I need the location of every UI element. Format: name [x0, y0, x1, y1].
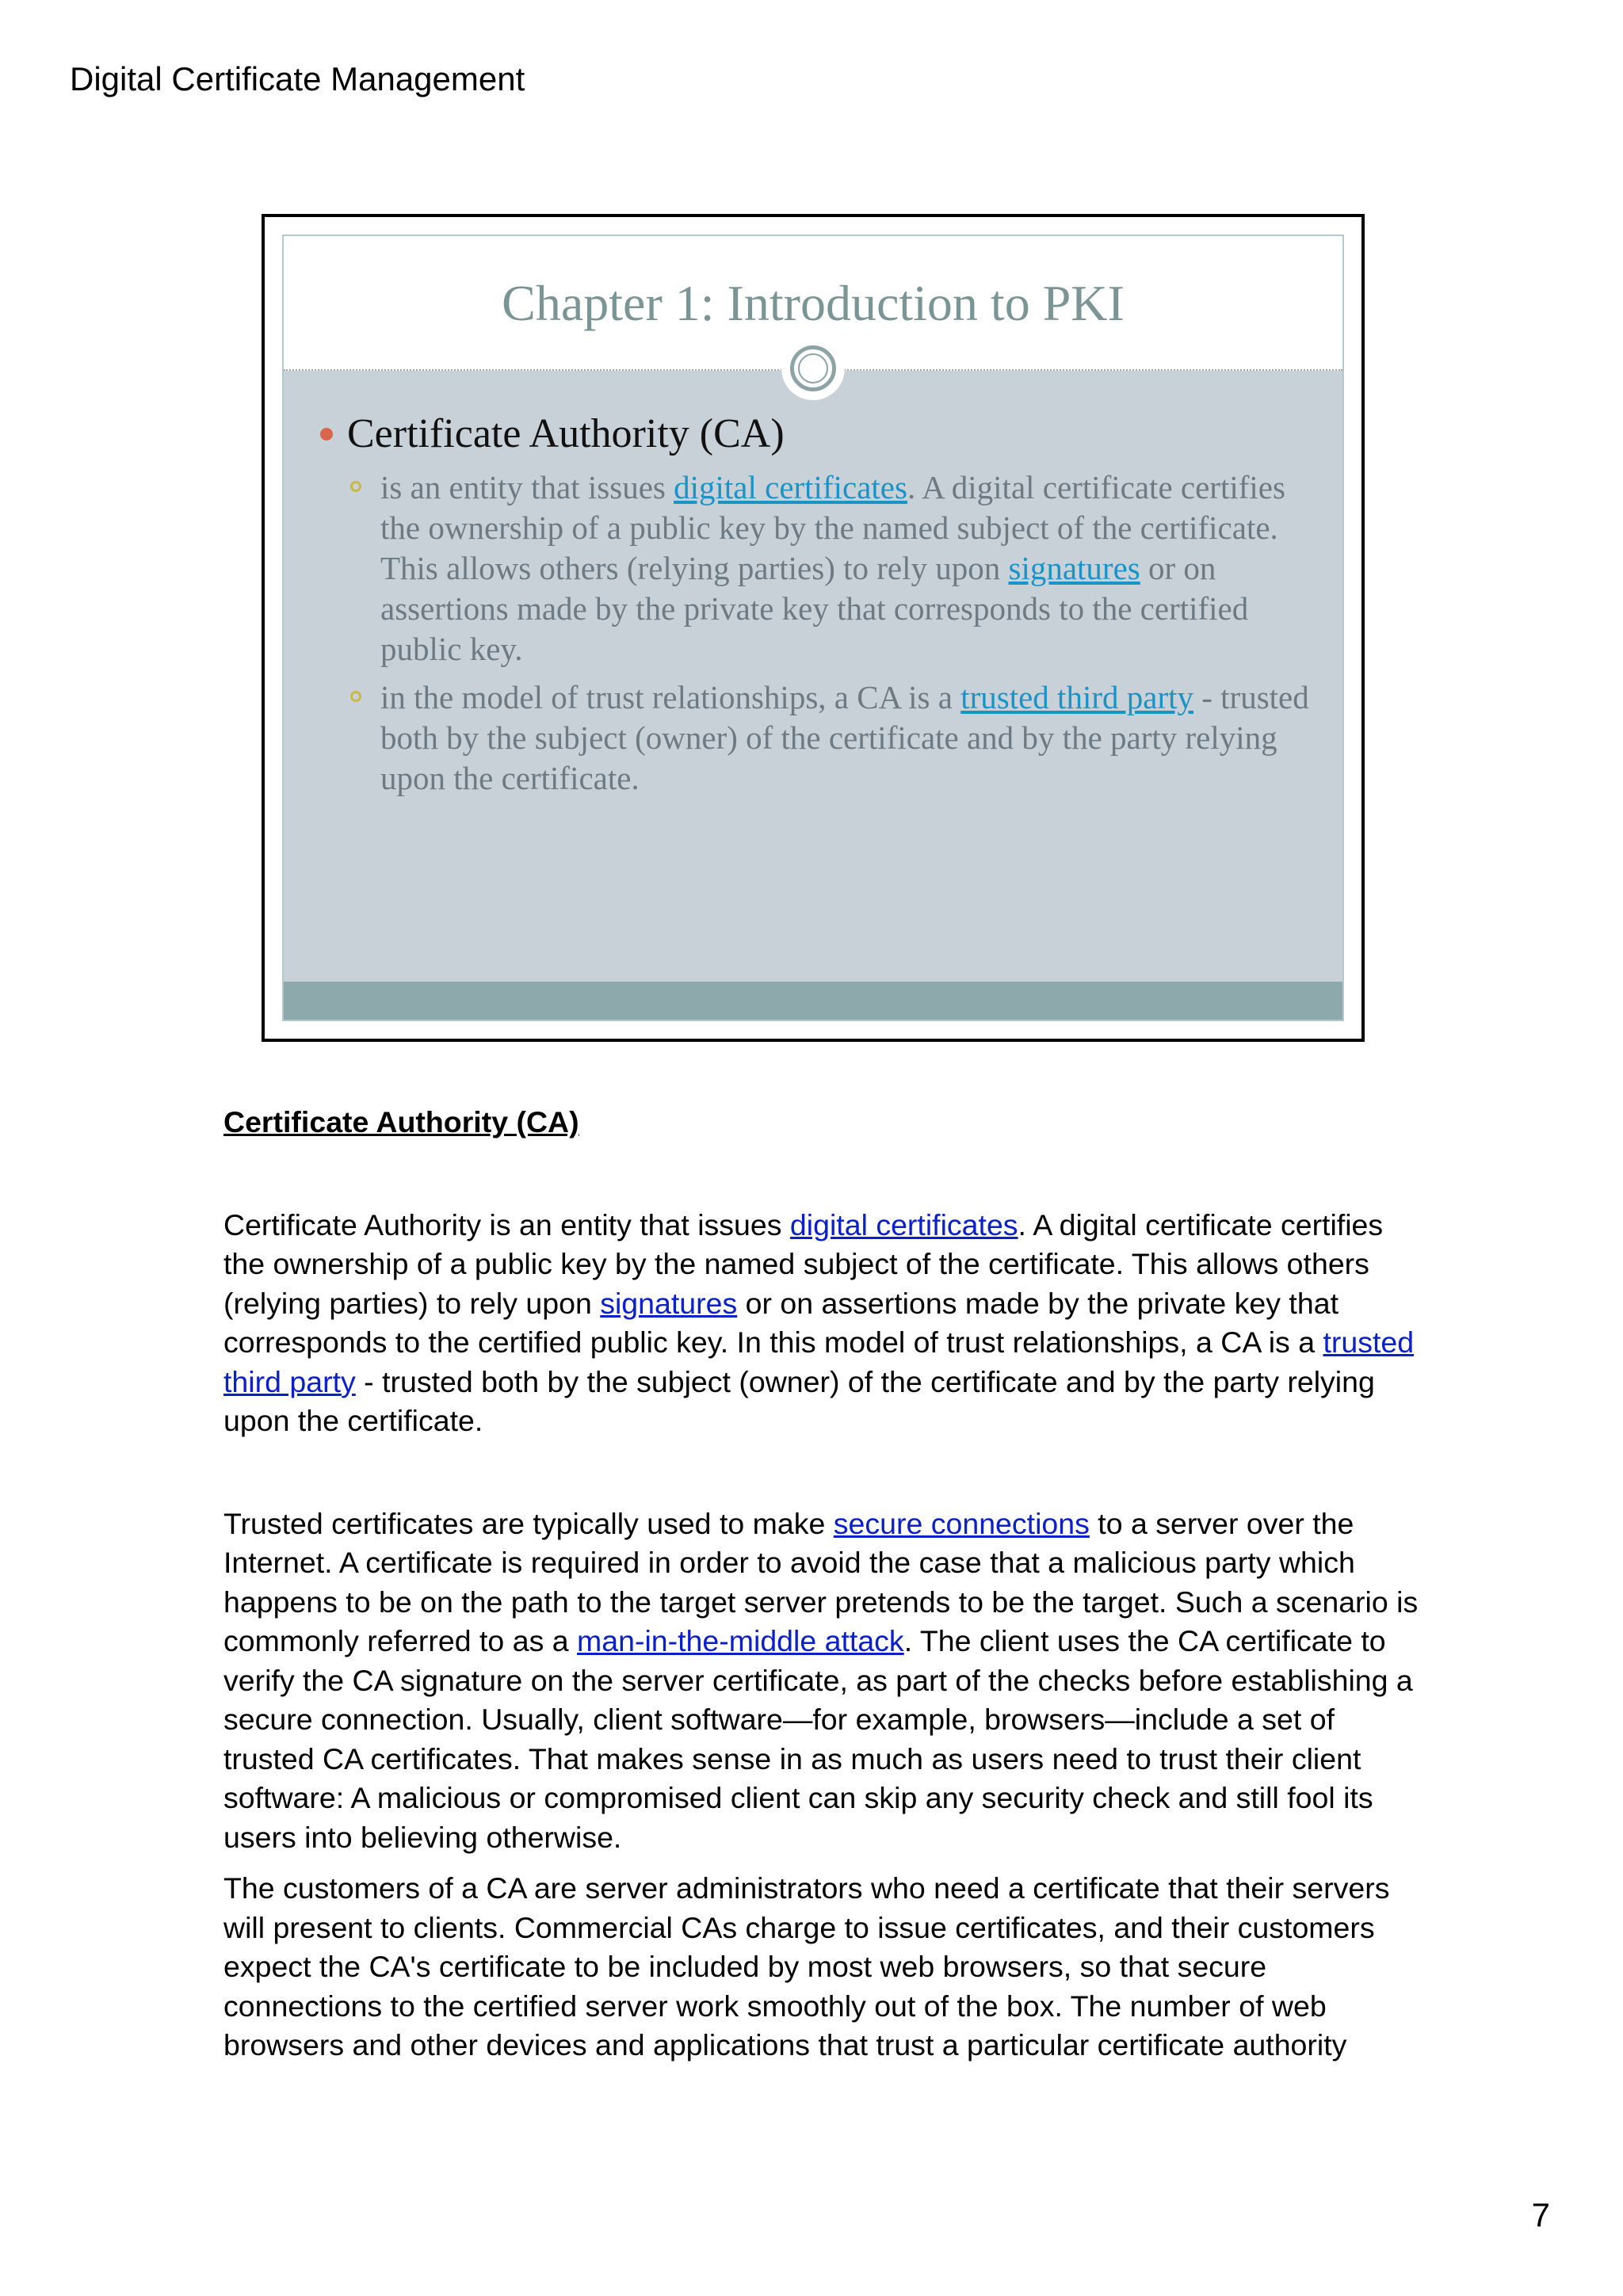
paragraph-ca-customers: The customers of a CA are server administrators who need a certificate that their servers will present to clients. Commercial CAs charge to issue certificates, and their customers expect the CA's certificate to be included by most web browsers, so that secure connections to the certified server work smoothly out of the box. The number of web browsers and other devices and applications that trust a particular certificate authority — [223, 1871, 1390, 2061]
slide-footer-bar — [284, 982, 1342, 1020]
page-number: 7 — [1531, 2196, 1550, 2233]
slide-link-digital-certificates[interactable]: digital certificates — [674, 469, 907, 505]
slide-bullet-heading-text: Certificate Authority (CA) — [347, 411, 785, 456]
slide-sub2-text-1: in the model of trust relationships, a CA is a — [380, 679, 961, 715]
slide-sub1-text-1: is an entity that issues — [380, 469, 674, 505]
p2-text-2: to a server over the Internet. A certificate is required in order to avoid the case that a malicious party which happens to be on the path to the target server pretends to be the target. Such a scenario is commonly referred to as a — [223, 1506, 1419, 1657]
link-signatures[interactable]: signatures — [600, 1286, 738, 1320]
p1-text-2: . A digital certificate certifies the ownership of a public key by the named subject of the certificate. This allows others (relying parties) to rely upon — [223, 1207, 1384, 1320]
slide — [282, 235, 1344, 1021]
slide-bullet-heading — [315, 410, 1311, 458]
document-header-title: Digital Certificate Management — [70, 60, 525, 97]
document-body — [223, 1103, 1428, 2065]
p1-text-3: or on assertions made by the private key that corresponds to the certified public key. In this model of trust relationships, a CA is a — [223, 1286, 1338, 1359]
slide-sub-bullet-2 — [315, 677, 1311, 799]
link-secure-connections[interactable]: secure connections — [833, 1506, 1090, 1540]
link-man-in-the-middle-attack[interactable]: man-in-the-middle attack — [577, 1624, 904, 1657]
slide-body — [315, 410, 1311, 807]
slide-sub1-text-3: or on assertions made by the private key that corresponds to the certified public key. — [380, 550, 1249, 667]
ring-bullet-icon — [350, 691, 361, 702]
slide-sub2-text-2: - trusted both by the subject (owner) of the certificate and by the party relying upon the certificate. — [380, 679, 1309, 796]
link-trusted-third-party[interactable]: trusted third party — [223, 1325, 1415, 1398]
p1-text-4: - trusted both by the subject (owner) of the certificate and by the party relying upon the certificate. — [223, 1364, 1375, 1437]
slide-title: Chapter 1: Introduction to PKI — [502, 275, 1125, 331]
bullet-dot-icon — [320, 428, 333, 441]
circle-ornament-icon — [781, 337, 845, 400]
p2-text-3: . The client uses the CA certificate to verify the CA signature on the server certificate, as part of the checks before establishing a secure connection. Usually, client software—for example, browsers—include a set of trusted CA certificates. That makes sense in as much as users need to trust their client software: A malicious or compromised client can skip any security check and still fool its users into believing otherwise. — [223, 1624, 1413, 1854]
link-digital-certificates[interactable]: digital certificates — [789, 1207, 1018, 1241]
paragraph-ca-definition — [223, 1206, 1428, 1441]
slide-sub1-text-2: . A digital certificate certifies the ownership of a public key by the named subject of the certificate. This allows others (relying parties) to rely upon — [380, 469, 1285, 586]
slide-thumbnail — [262, 214, 1365, 1042]
p2-text-1: Trusted certificates are typically used to make — [223, 1506, 834, 1540]
slide-link-trusted-third-party[interactable]: trusted third party — [960, 679, 1193, 715]
slide-link-signatures[interactable]: signatures — [1008, 550, 1140, 586]
slide-sub-bullet-1 — [315, 467, 1311, 669]
ornament-inner-ring — [798, 353, 828, 383]
section-heading: Certificate Authority (CA) — [223, 1105, 579, 1138]
p1-text-1: Certificate Authority is an entity that issues — [223, 1207, 790, 1241]
paragraph-trusted-certificates — [223, 1505, 1428, 1858]
ring-bullet-icon — [350, 481, 361, 492]
